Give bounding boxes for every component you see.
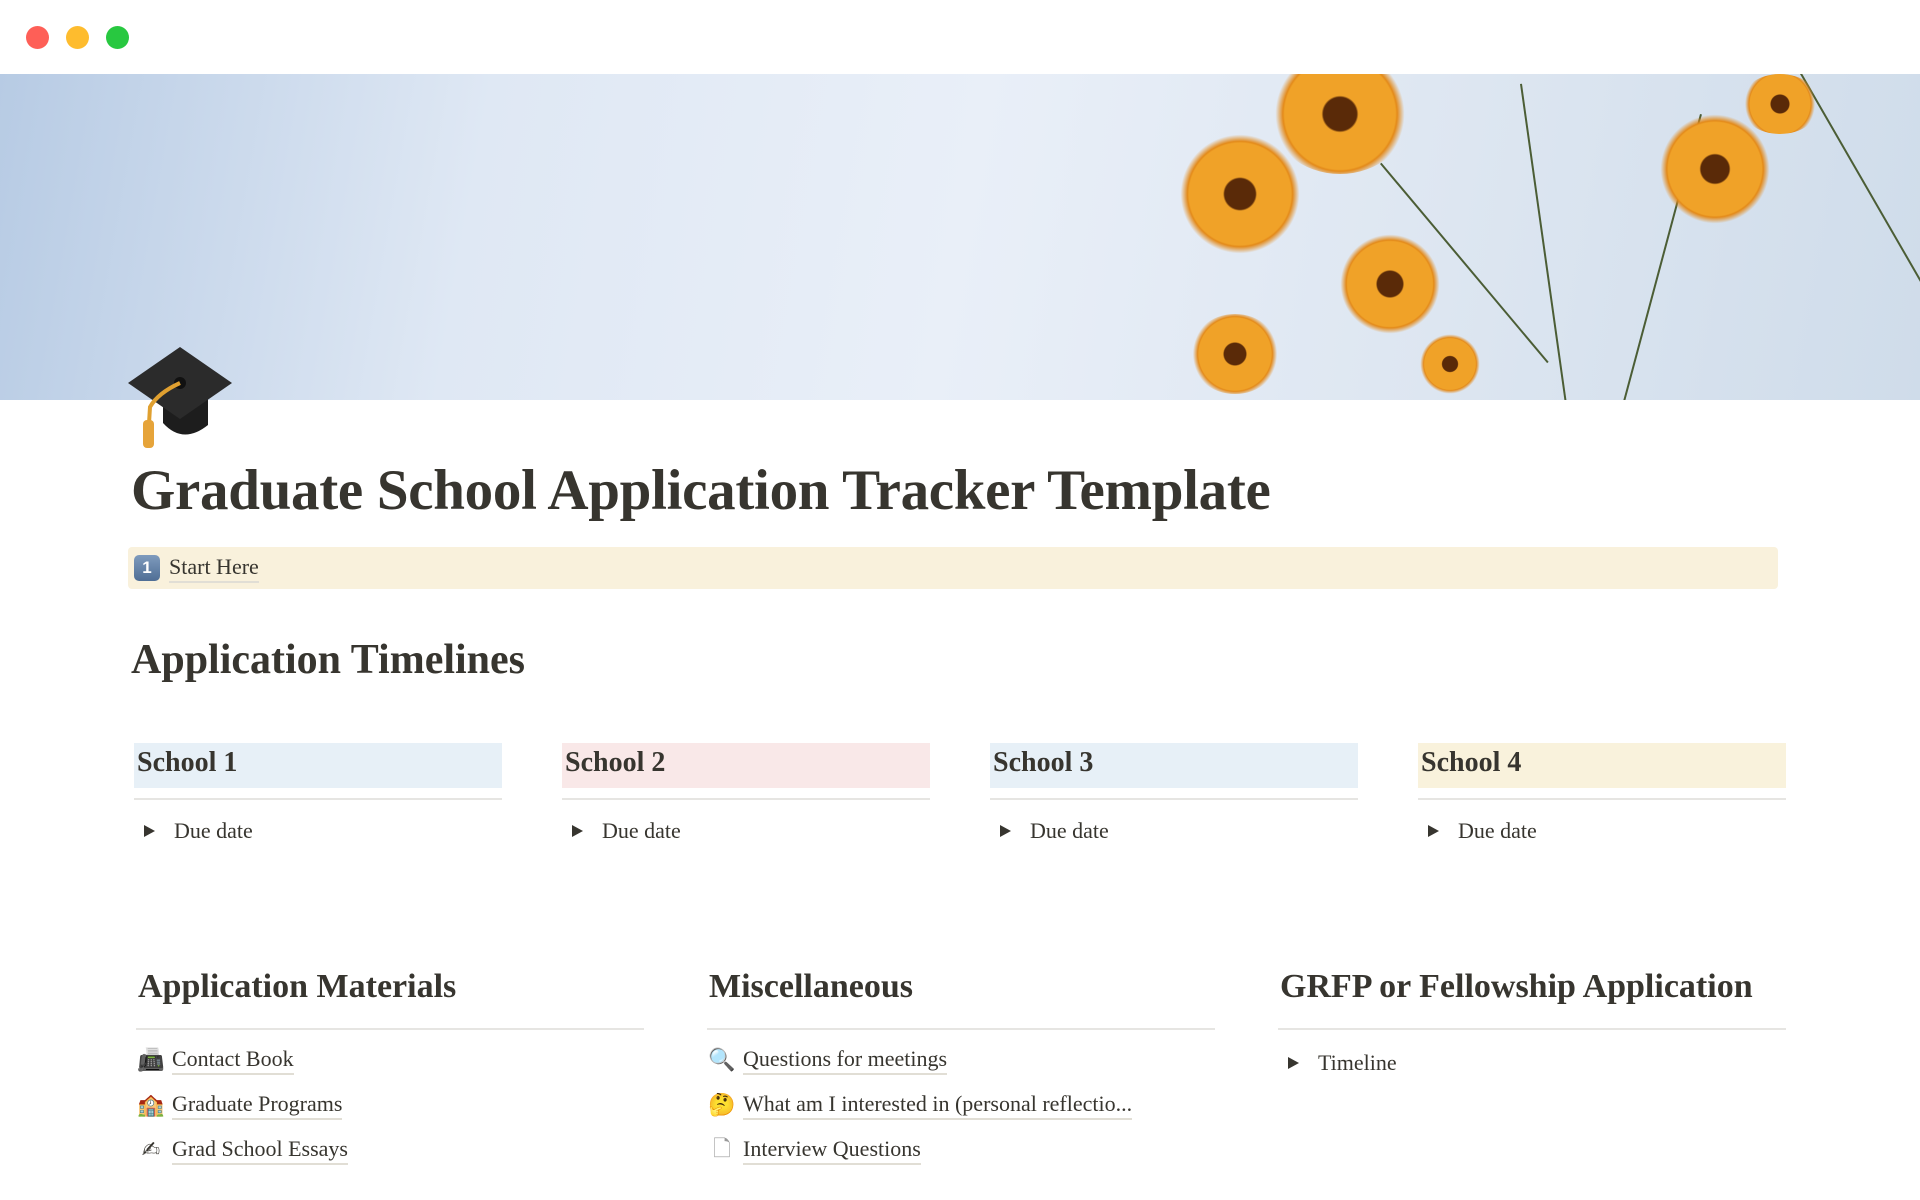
triangle-right-icon[interactable] (144, 825, 155, 837)
toggle-label: Timeline (1318, 1050, 1397, 1075)
page-link[interactable]: Graduate Programs (172, 1091, 342, 1120)
school-3-column (990, 743, 1358, 844)
fax-machine-icon: 📠 (137, 1048, 165, 1073)
toggle-label: Due date (1458, 818, 1537, 843)
school-4-column (1418, 743, 1786, 844)
triangle-right-icon[interactable] (1000, 825, 1011, 837)
miscellaneous-section (707, 968, 1215, 1173)
minimize-window-button[interactable] (66, 26, 89, 49)
school-building-icon: 🏫 (137, 1093, 165, 1118)
list-item[interactable] (136, 1128, 644, 1173)
school-heading: School 4 (1418, 743, 1786, 788)
toggle-label: Due date (174, 818, 253, 843)
list-item[interactable] (707, 1038, 1215, 1083)
fellowship-section (1278, 968, 1786, 1076)
due-date-toggle[interactable] (1418, 818, 1786, 844)
triangle-right-icon[interactable] (1428, 825, 1439, 837)
timeline-toggle[interactable] (1278, 1050, 1786, 1076)
close-window-button[interactable] (26, 26, 49, 49)
school-2-column (562, 743, 930, 844)
start-here-callout (128, 547, 1778, 589)
section-heading: GRFP or Fellowship Application (1280, 968, 1753, 1005)
section-heading: Application Materials (138, 968, 457, 1005)
divider (1278, 1028, 1786, 1030)
application-materials-section (136, 968, 644, 1173)
graduation-cap-icon (128, 345, 238, 455)
page-title: Graduate School Application Tracker Template (131, 459, 1271, 522)
start-here-link[interactable]: Start Here (169, 554, 259, 583)
triangle-right-icon[interactable] (572, 825, 583, 837)
school-heading: School 3 (990, 743, 1358, 788)
divider (990, 798, 1358, 800)
list-item[interactable] (136, 1083, 644, 1128)
toggle-label: Due date (1030, 818, 1109, 843)
writing-hand-icon: ✍ (141, 1138, 161, 1163)
divider (562, 798, 930, 800)
timelines-heading: Application Timelines (131, 637, 526, 683)
list-item[interactable] (707, 1128, 1215, 1173)
toggle-label: Due date (602, 818, 681, 843)
list-item[interactable] (136, 1038, 644, 1083)
triangle-right-icon[interactable] (1288, 1057, 1299, 1069)
page-link[interactable]: What am I interested in (personal reflectio... (743, 1091, 1132, 1120)
divider (1418, 798, 1786, 800)
page-link[interactable]: Grad School Essays (172, 1136, 348, 1165)
school-heading: School 2 (562, 743, 930, 788)
magnifying-glass-icon: 🔍 (708, 1048, 736, 1073)
school-heading: School 1 (134, 743, 502, 788)
divider (707, 1028, 1215, 1030)
keycap-1-icon: 1 (134, 555, 160, 581)
page-link[interactable]: Interview Questions (743, 1136, 921, 1165)
maximize-window-button[interactable] (106, 26, 129, 49)
divider (134, 798, 502, 800)
page-link[interactable]: Contact Book (172, 1046, 294, 1075)
school-1-column (134, 743, 502, 844)
page-icon: 🗋 (713, 1136, 731, 1162)
section-heading: Miscellaneous (709, 968, 913, 1005)
thinking-face-icon: 🤔 (708, 1093, 736, 1118)
due-date-toggle[interactable] (990, 818, 1358, 844)
due-date-toggle[interactable] (562, 818, 930, 844)
page-link[interactable]: Questions for meetings (743, 1046, 947, 1075)
list-item[interactable] (707, 1083, 1215, 1128)
cover-image (0, 74, 1920, 400)
due-date-toggle[interactable] (134, 818, 502, 844)
divider (136, 1028, 644, 1030)
